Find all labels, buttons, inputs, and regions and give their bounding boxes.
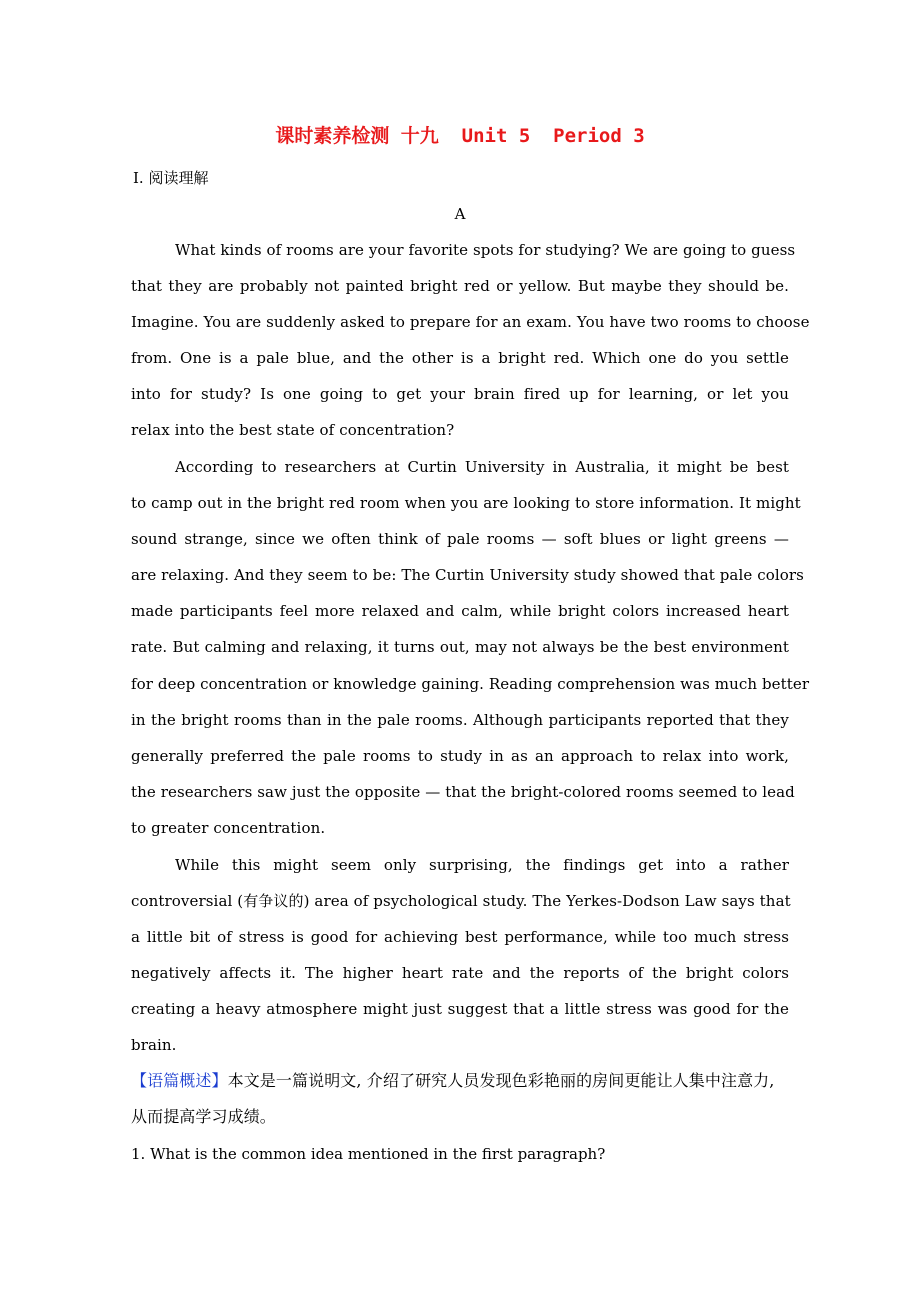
passage-line: negatively affects it. The higher heart rate and the reports of the bright colors: [131, 964, 789, 983]
passage-line: a little bit of stress is good for achieving best performance, while too much stress: [131, 928, 789, 947]
passage-line: are relaxing. And they seem to be: The Curtin University study showed that pale colors: [131, 566, 804, 585]
summary-tag: 【语篇概述】: [131, 1071, 228, 1090]
question-1: 1. What is the common idea mentioned in the first paragraph?: [131, 1145, 606, 1163]
passage-line: in the bright rooms than in the pale rooms. Although participants reported that they: [131, 710, 789, 729]
passage-paragraph-1: [131, 238, 810, 455]
page-title: [0, 122, 920, 150]
passage-line: into for study? Is one going to get your brain fired up for learning, or let you: [131, 385, 789, 404]
passage-line: controversial (有争议的) area of psychological study. The Yerkes-Dodson Law says that: [131, 892, 791, 911]
passage-line: rate. But calming and relaxing, it turns out, may not always be the best environment: [131, 638, 789, 657]
passage-line: brain.: [131, 1036, 177, 1055]
passage-line: What kinds of rooms are your favorite spots for studying? We are going to guess: [175, 241, 796, 259]
section-heading: Ⅰ. 阅读理解: [133, 169, 209, 187]
summary-text-line-1: 本文是一篇说明文, 介绍了研究人员发现色彩艳丽的房间更能让人集中注意力,: [227, 1071, 775, 1090]
passage-line: the researchers saw just the opposite — that the bright-colored rooms seemed to lead: [131, 782, 795, 801]
passage-line: sound strange, since we often think of pale rooms — soft blues or light greens —: [131, 530, 789, 549]
passage-line: relax into the best state of concentration?: [131, 421, 455, 440]
passage-line: to greater concentration.: [131, 818, 326, 837]
passage-paragraph-3: [131, 853, 789, 1070]
passage-line: from. One is a pale blue, and the other is a bright red. Which one do you settle: [131, 349, 789, 368]
passage-line: made participants feel more relaxed and calm, while bright colors increased heart: [131, 602, 789, 621]
passage-letter: A: [454, 205, 466, 223]
title-chinese: 课时素养检测 十九: [275, 125, 439, 147]
passage-line: creating a heavy atmosphere might just suggest that a little stress was good for the: [131, 1000, 789, 1019]
passage-line: that they are probably not painted bright red or yellow. But maybe they should be.: [131, 277, 789, 296]
passage-line: While this might seem only surprising, the findings get into a rather: [175, 856, 789, 874]
passage-paragraph-2: [131, 455, 810, 852]
passage-line: for deep concentration or knowledge gaining. Reading comprehension was much better: [131, 674, 810, 693]
passage-line: generally preferred the pale rooms to study in as an approach to relax into work,: [131, 746, 789, 765]
passage-line: According to researchers at Curtin University in Australia, it might be best: [175, 458, 789, 476]
passage-summary: [131, 1069, 791, 1141]
title-unit-period: Unit 5 Period 3: [438, 125, 645, 147]
passage-line: to camp out in the bright red room when you are looking to store information. It might: [131, 494, 801, 513]
passage-line: Imagine. You are suddenly asked to prepare for an exam. You have two rooms to choose: [131, 313, 810, 332]
summary-text-line-2: 从而提高学习成绩。: [131, 1107, 276, 1127]
